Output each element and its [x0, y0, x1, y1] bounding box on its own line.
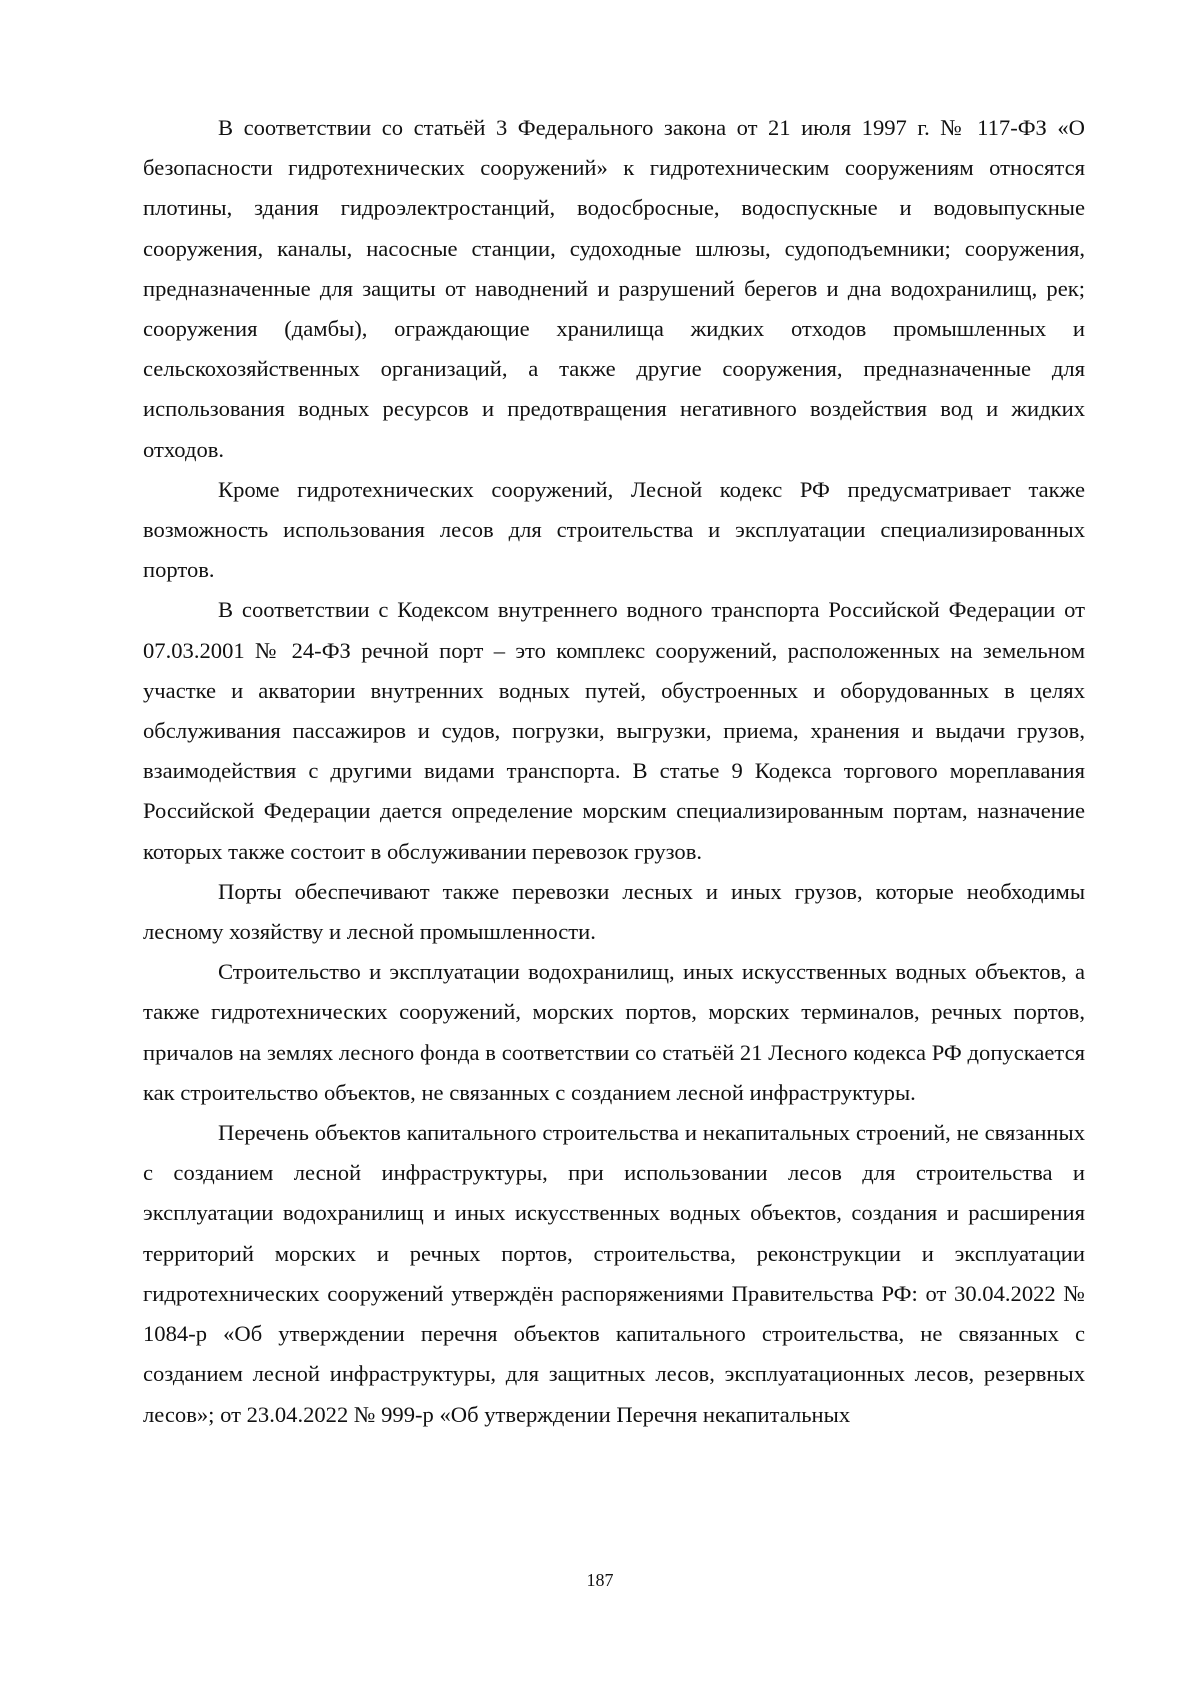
- paragraph-river-port-definition: В соответствии с Кодексом внутреннего водного транспорта Российской Федерации от 07.03.2001 № 24-ФЗ речной порт – это комплекс сооружений, расположенных на земельном участке и акватории внутренних водных путей, обустроенных и оборудованных в целях обслуживания пассажиров и судов, погрузки, выгрузки, приема, хранения и выдачи грузов, взаимодействия с другими видами транспорта. В статье 9 Кодекса торгового мореплавания Российской Федерации дается определение морским специализированным портам, назначение которых также состоит в обслуживании перевозок грузов.: [143, 597, 1085, 864]
- document-body: [143, 108, 1085, 1435]
- paragraph-specialized-ports: Кроме гидротехнических сооружений, Лесной кодекс РФ предусматривает также возможность использования лесов для строительства и эксплуатации специализированных портов.: [143, 476, 1085, 583]
- paragraph-construction-forest-lands: Строительство и эксплуатации водохранилищ, иных искусственных водных объектов, а также гидротехнических сооружений, морских портов, морских терминалов, речных портов, причалов на землях лесного фонда в соответствии со статьёй 21 Лесного кодекса РФ допускается как строительство объектов, не связанных с созданием лесной инфраструктуры.: [143, 959, 1085, 1105]
- page-number: 187: [586, 1570, 614, 1590]
- paragraph-port-cargo: Порты обеспечивают также перевозки лесных и иных грузов, которые необходимы лесному хозяйству и лесной промышленности.: [143, 878, 1085, 945]
- paragraph-list-of-objects: Перечень объектов капитального строительства и некапитальных строений, не связанных с созданием лесной инфраструктуры, при использовании лесов для строительства и эксплуатации водохранилищ и иных искусственных водных объектов, создания и расширения территорий морских и речных портов, строительства, реконструкции и эксплуатации гидротехнических сооружений утверждён распоряжениями Правительства РФ: от 30.04.2022 № 1084-р «Об утверждении перечня объектов капитального строительства, не связанных с созданием лесной инфраструктуры, для защитных лесов, эксплуатационных лесов, резервных лесов»; от 23.04.2022 № 999-р «Об утверждении Перечня некапитальных: [143, 1120, 1085, 1427]
- paragraph-hydrotechnical-structures: В соответствии со статьёй 3 Федерального закона от 21 июля 1997 г. № 117-ФЗ «О безопасности гидротехнических сооружений» к гидротехническим сооружениям относятся плотины, здания гидроэлектростанций, водосбросные, водоспускные и водовыпускные сооружения, каналы, насосные станции, судоходные шлюзы, судоподъемники; сооружения, предназначенные для защиты от наводнений и разрушений берегов и дна водохранилищ, рек; сооружения (дамбы), ограждающие хранилища жидких отходов промышленных и сельскохозяйственных организаций, а также другие сооружения, предназначенные для использования водных ресурсов и предотвращения негативного воздействия вод и жидких отходов.: [143, 115, 1085, 462]
